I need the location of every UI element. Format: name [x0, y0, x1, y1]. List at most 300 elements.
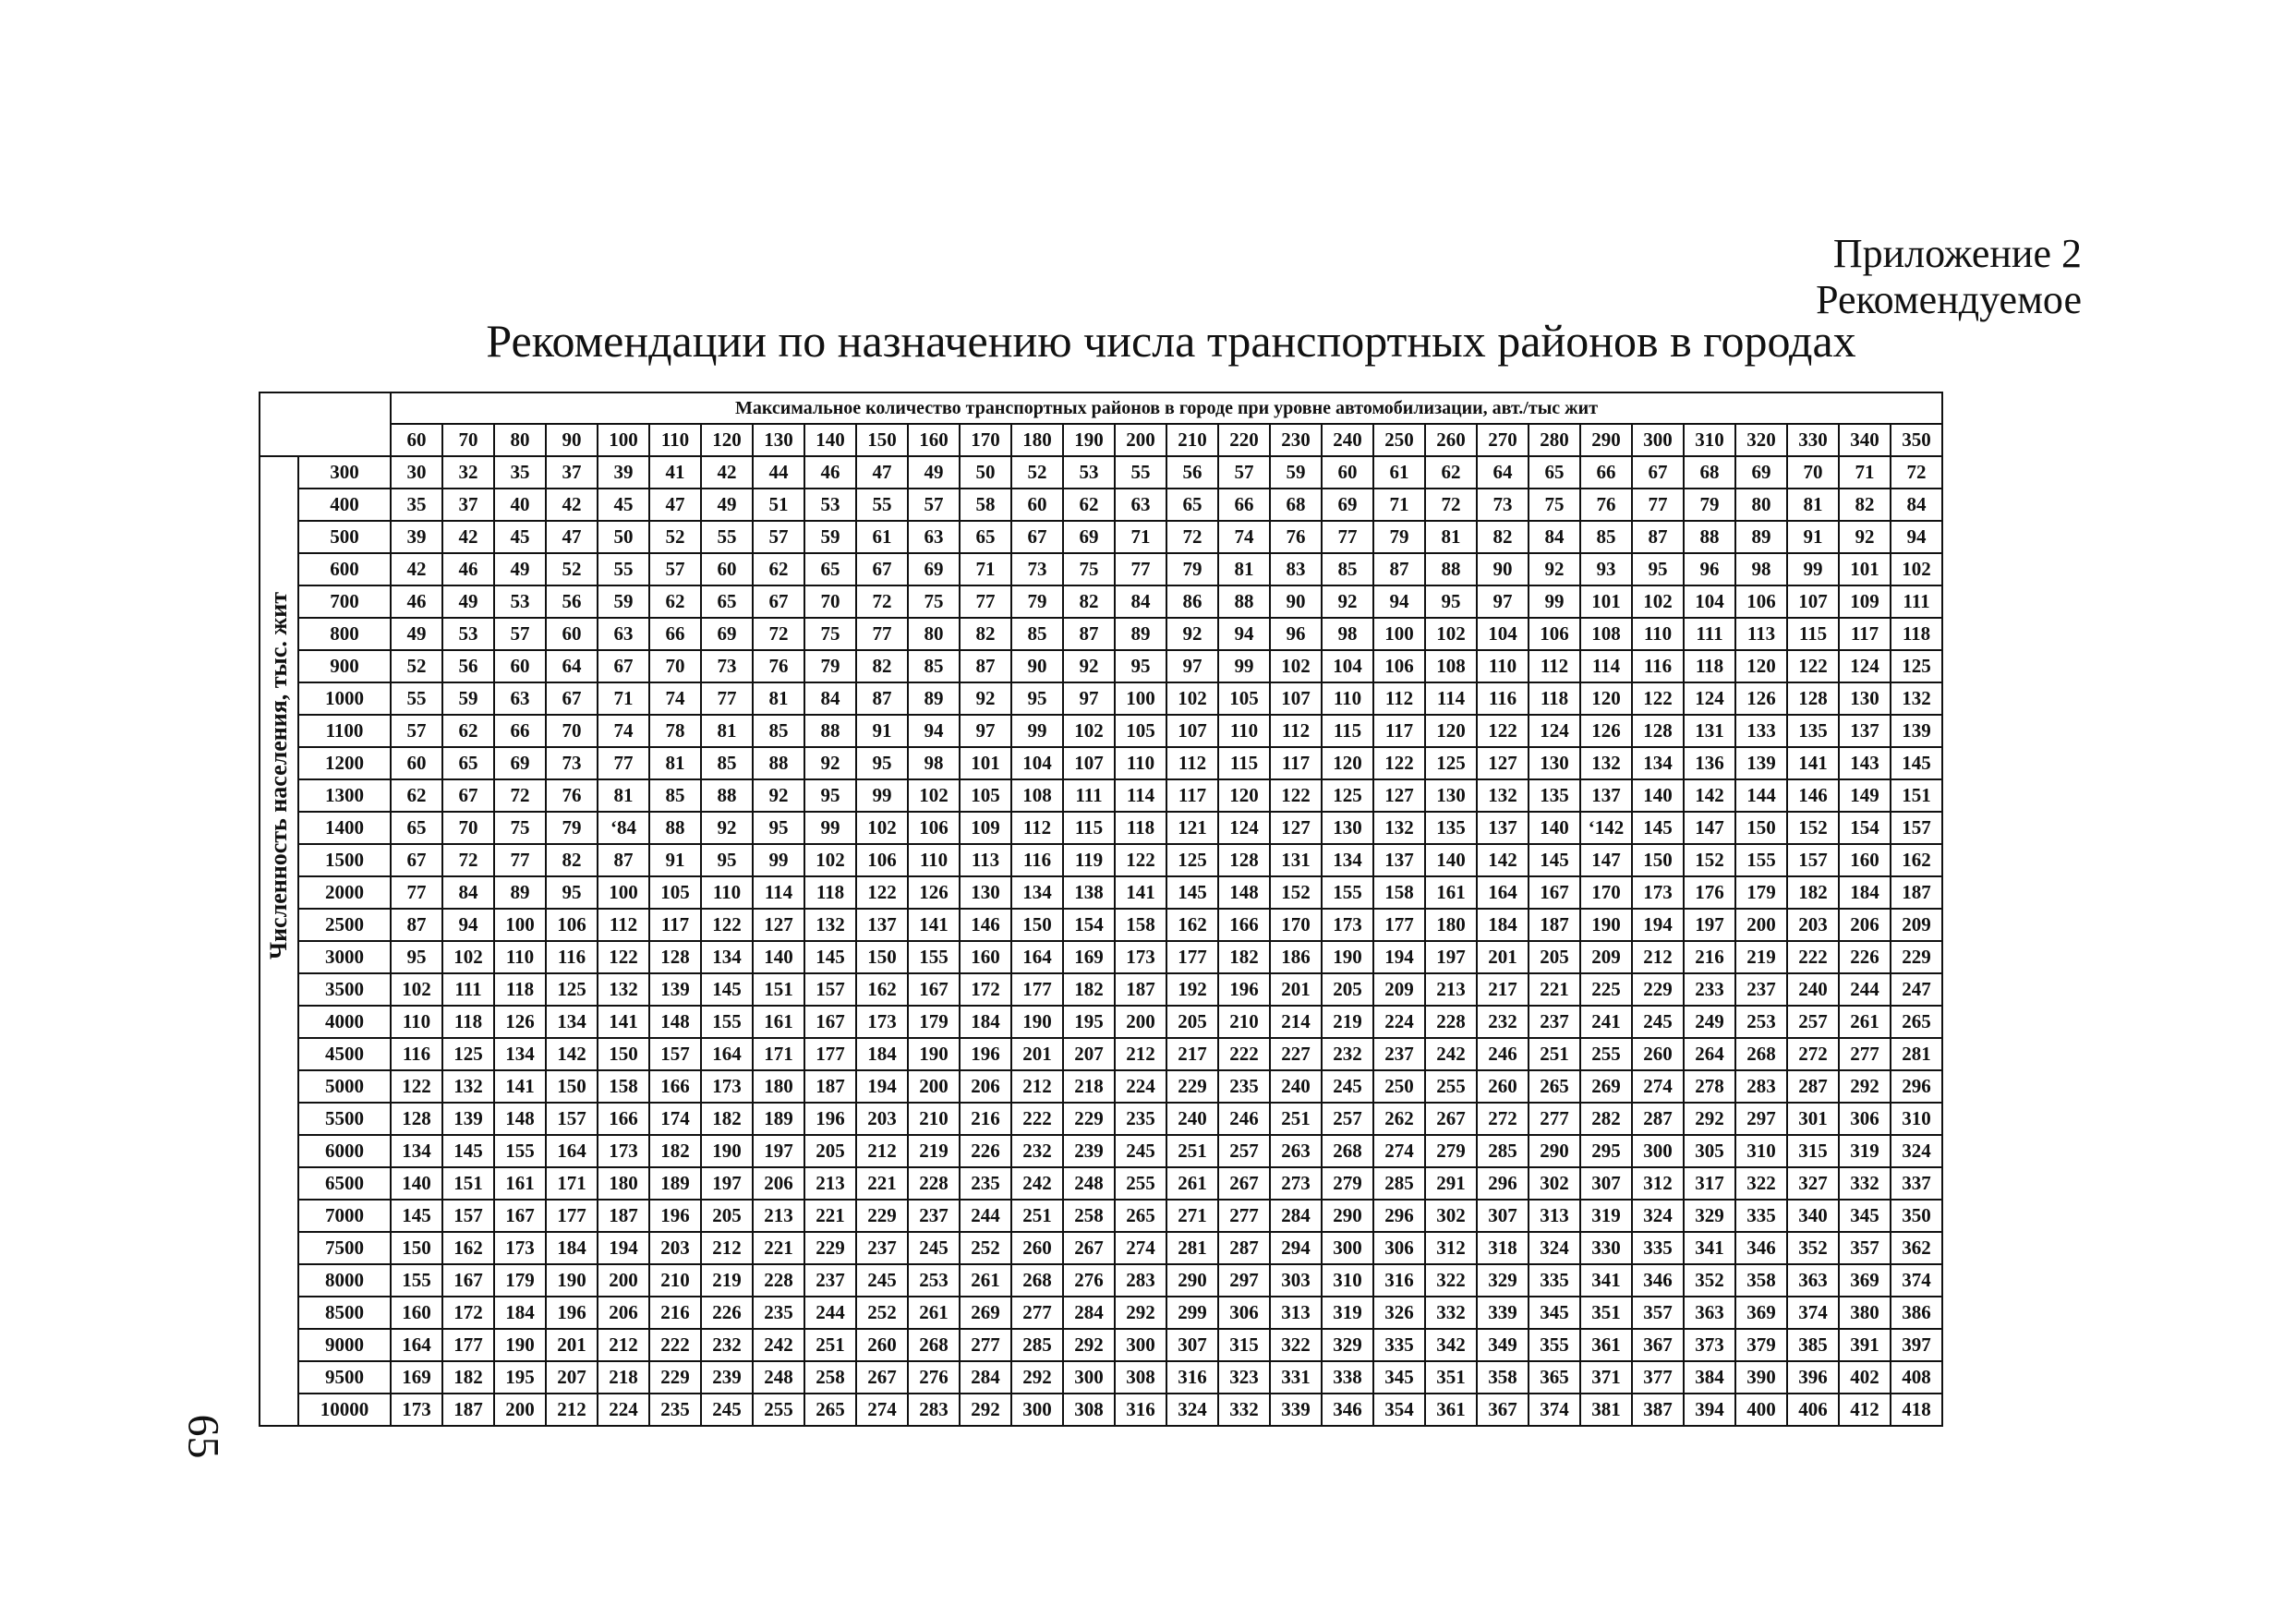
table-cell: 332: [1839, 1167, 1891, 1200]
column-super-header: Максимальное количество транспортных районов в городе при уровне автомобилизации, авт./тыс жит: [391, 392, 1942, 424]
table-cell: 65: [804, 553, 856, 585]
table-cell: 210: [908, 1103, 960, 1135]
table-row: [260, 585, 1942, 618]
table-cell: 127: [753, 909, 804, 941]
table-cell: 244: [960, 1200, 1011, 1232]
table-cell: 137: [1373, 844, 1425, 876]
table-cell: 128: [1787, 682, 1839, 715]
motorization-level-header: 330: [1787, 424, 1839, 456]
table-cell: 219: [701, 1264, 753, 1297]
table-cell: 98: [1322, 618, 1373, 650]
table-cell: 110: [701, 876, 753, 909]
table-cell: 151: [753, 973, 804, 1006]
table-cell: 213: [753, 1200, 804, 1232]
table-cell: 133: [1735, 715, 1787, 747]
table-cell: 222: [649, 1329, 701, 1361]
table-cell: 323: [1218, 1361, 1270, 1394]
table-cell: 110: [1477, 650, 1529, 682]
table-cell: 285: [1477, 1135, 1529, 1167]
table-cell: 90: [1270, 585, 1322, 618]
table-cell: 100: [598, 876, 649, 909]
table-cell: 190: [1011, 1006, 1063, 1038]
table-cell: 316: [1373, 1264, 1425, 1297]
table-cell: 224: [1115, 1070, 1166, 1103]
table-cell: 56: [546, 585, 598, 618]
population-cell: 1500: [298, 844, 391, 876]
table-cell: 56: [1166, 456, 1218, 489]
table-cell: 287: [1218, 1232, 1270, 1264]
table-cell: 104: [1684, 585, 1735, 618]
table-cell: 125: [546, 973, 598, 1006]
table-cell: 339: [1477, 1297, 1529, 1329]
table-cell: 167: [494, 1200, 546, 1232]
table-cell: 391: [1839, 1329, 1891, 1361]
motorization-level-header: 220: [1218, 424, 1270, 456]
table-cell: 57: [753, 521, 804, 553]
table-cell: 67: [546, 682, 598, 715]
table-cell: 206: [598, 1297, 649, 1329]
table-cell: 112: [1011, 812, 1063, 844]
table-row: [260, 682, 1942, 715]
table-cell: 190: [1322, 941, 1373, 973]
table-cell: 77: [1322, 521, 1373, 553]
table-cell: 180: [598, 1167, 649, 1200]
table-cell: 81: [1218, 553, 1270, 585]
table-row: [260, 747, 1942, 779]
table-cell: 380: [1839, 1297, 1891, 1329]
table-cell: 59: [1270, 456, 1322, 489]
table-cell: 232: [1322, 1038, 1373, 1070]
table-cell: 235: [753, 1297, 804, 1329]
table-cell: 73: [546, 747, 598, 779]
table-cell: 268: [1735, 1038, 1787, 1070]
table-cell: 150: [856, 941, 908, 973]
table-cell: 233: [1684, 973, 1735, 1006]
table-cell: 267: [1425, 1103, 1477, 1135]
table-cell: 182: [1218, 941, 1270, 973]
table-cell: 210: [1218, 1006, 1270, 1038]
table-cell: 274: [1115, 1232, 1166, 1264]
table-cell: 115: [1063, 812, 1115, 844]
table-cell: 83: [1270, 553, 1322, 585]
table-row: [260, 650, 1942, 682]
table-cell: 79: [804, 650, 856, 682]
table-cell: ‘142: [1580, 812, 1632, 844]
table-cell: 201: [1270, 973, 1322, 1006]
table-cell: 101: [960, 747, 1011, 779]
table-cell: 237: [1373, 1038, 1425, 1070]
table-cell: 42: [546, 489, 598, 521]
table-cell: 47: [649, 489, 701, 521]
table-cell: 237: [1529, 1006, 1580, 1038]
table-cell: 68: [1684, 456, 1735, 489]
table-cell: 203: [856, 1103, 908, 1135]
table-cell: 271: [1166, 1200, 1218, 1232]
table-cell: 196: [804, 1103, 856, 1135]
table-cell: 150: [598, 1038, 649, 1070]
table-cell: 60: [494, 650, 546, 682]
population-cell: 300: [298, 456, 391, 489]
table-cell: 212: [701, 1232, 753, 1264]
table-cell: 261: [960, 1264, 1011, 1297]
table-cell: 81: [1787, 489, 1839, 521]
table-cell: 173: [701, 1070, 753, 1103]
table-cell: 326: [1373, 1297, 1425, 1329]
table-cell: 246: [1218, 1103, 1270, 1135]
table-cell: 227: [1270, 1038, 1322, 1070]
table-cell: 267: [1218, 1167, 1270, 1200]
table-cell: 122: [1477, 715, 1529, 747]
table-row: [260, 1103, 1942, 1135]
table-cell: 200: [598, 1264, 649, 1297]
table-cell: 253: [908, 1264, 960, 1297]
table-cell: 117: [1839, 618, 1891, 650]
table-row: [260, 876, 1942, 909]
table-cell: 107: [1166, 715, 1218, 747]
table-cell: 221: [1529, 973, 1580, 1006]
table-cell: 154: [1839, 812, 1891, 844]
table-cell: 55: [598, 553, 649, 585]
table-cell: 146: [960, 909, 1011, 941]
population-cell: 600: [298, 553, 391, 585]
table-cell: 177: [1166, 941, 1218, 973]
table-cell: 257: [1322, 1103, 1373, 1135]
table-cell: 112: [1529, 650, 1580, 682]
table-cell: 150: [1632, 844, 1684, 876]
table-cell: 310: [1891, 1103, 1942, 1135]
table-cell: 335: [1373, 1329, 1425, 1361]
table-cell: 272: [1477, 1103, 1529, 1135]
table-cell: 132: [1580, 747, 1632, 779]
table-cell: 112: [1270, 715, 1322, 747]
motorization-level-header: 90: [546, 424, 598, 456]
population-cell: 6000: [298, 1135, 391, 1167]
table-cell: 99: [804, 812, 856, 844]
motorization-level-header: 230: [1270, 424, 1322, 456]
table-cell: 84: [804, 682, 856, 715]
table-cell: 102: [1270, 650, 1322, 682]
table-cell: 367: [1477, 1394, 1529, 1426]
table-cell: 250: [1373, 1070, 1425, 1103]
motorization-level-header: 260: [1425, 424, 1477, 456]
table-cell: 116: [546, 941, 598, 973]
table-cell: 303: [1270, 1264, 1322, 1297]
table-cell: 42: [391, 553, 442, 585]
population-cell: 1300: [298, 779, 391, 812]
table-cell: 116: [391, 1038, 442, 1070]
table-cell: 56: [442, 650, 494, 682]
table-cell: 180: [1425, 909, 1477, 941]
table-cell: 267: [856, 1361, 908, 1394]
table-cell: 157: [1787, 844, 1839, 876]
table-cell: 412: [1839, 1394, 1891, 1426]
motorization-level-header: 190: [1063, 424, 1115, 456]
table-cell: 138: [1063, 876, 1115, 909]
table-cell: 82: [856, 650, 908, 682]
table-cell: 134: [701, 941, 753, 973]
table-cell: 339: [1270, 1394, 1322, 1426]
table-cell: 346: [1735, 1232, 1787, 1264]
table-cell: 341: [1684, 1232, 1735, 1264]
table-cell: 134: [1632, 747, 1684, 779]
table-cell: 302: [1529, 1167, 1580, 1200]
table-cell: 172: [960, 973, 1011, 1006]
table-cell: 72: [1166, 521, 1218, 553]
table-cell: 120: [1580, 682, 1632, 715]
population-cell: 900: [298, 650, 391, 682]
table-cell: 155: [391, 1264, 442, 1297]
table-cell: 292: [1684, 1103, 1735, 1135]
table-cell: 327: [1787, 1167, 1839, 1200]
table-cell: 92: [1063, 650, 1115, 682]
table-cell: 219: [1735, 941, 1787, 973]
table-cell: 136: [1684, 747, 1735, 779]
population-cell: 5500: [298, 1103, 391, 1135]
population-cell: 10000: [298, 1394, 391, 1426]
motorization-level-header: 300: [1632, 424, 1684, 456]
table-cell: 173: [391, 1394, 442, 1426]
table-cell: 114: [753, 876, 804, 909]
table-cell: 340: [1787, 1200, 1839, 1232]
table-cell: 225: [1580, 973, 1632, 1006]
table-cell: 122: [1632, 682, 1684, 715]
motorization-level-header: 200: [1115, 424, 1166, 456]
table-cell: 355: [1529, 1329, 1580, 1361]
table-cell: 122: [1373, 747, 1425, 779]
table-cell: 357: [1632, 1297, 1684, 1329]
table-cell: 92: [1166, 618, 1218, 650]
table-cell: 137: [1839, 715, 1891, 747]
table-cell: 324: [1891, 1135, 1942, 1167]
table-cell: 79: [1011, 585, 1063, 618]
table-cell: 315: [1218, 1329, 1270, 1361]
table-cell: 69: [1735, 456, 1787, 489]
table-cell: 105: [1115, 715, 1166, 747]
table-cell: 85: [701, 747, 753, 779]
table-cell: 229: [1166, 1070, 1218, 1103]
table-cell: 276: [1063, 1264, 1115, 1297]
table-cell: 313: [1270, 1297, 1322, 1329]
table-cell: 100: [494, 909, 546, 941]
table-cell: 229: [649, 1361, 701, 1394]
table-cell: 157: [804, 973, 856, 1006]
table-cell: 53: [804, 489, 856, 521]
table-cell: 81: [753, 682, 804, 715]
table-cell: 260: [1011, 1232, 1063, 1264]
table-cell: 273: [1270, 1167, 1322, 1200]
table-cell: 99: [1218, 650, 1270, 682]
table-cell: 107: [1270, 682, 1322, 715]
table-cell: 218: [1063, 1070, 1115, 1103]
table-cell: 116: [1477, 682, 1529, 715]
table-cell: 102: [1632, 585, 1684, 618]
table-cell: 265: [1891, 1006, 1942, 1038]
table-cell: 52: [391, 650, 442, 682]
table-cell: 92: [1322, 585, 1373, 618]
table-cell: 69: [701, 618, 753, 650]
table-cell: 87: [1063, 618, 1115, 650]
table-cell: 335: [1735, 1200, 1787, 1232]
table-cell: 261: [1839, 1006, 1891, 1038]
table-cell: 94: [1891, 521, 1942, 553]
table-cell: 170: [1270, 909, 1322, 941]
table-cell: 126: [494, 1006, 546, 1038]
table-cell: 212: [1632, 941, 1684, 973]
table-cell: 281: [1891, 1038, 1942, 1070]
table-cell: 42: [701, 456, 753, 489]
table-cell: 226: [1839, 941, 1891, 973]
table-cell: 179: [908, 1006, 960, 1038]
table-cell: 218: [598, 1361, 649, 1394]
table-cell: 44: [753, 456, 804, 489]
table-cell: 222: [1011, 1103, 1063, 1135]
table-cell: 235: [649, 1394, 701, 1426]
table-cell: 277: [1529, 1103, 1580, 1135]
table-cell: 224: [598, 1394, 649, 1426]
table-cell: 67: [391, 844, 442, 876]
table-cell: 224: [1373, 1006, 1425, 1038]
table-cell: 251: [1166, 1135, 1218, 1167]
table-cell: 307: [1580, 1167, 1632, 1200]
table-cell: 95: [546, 876, 598, 909]
table-cell: 221: [753, 1232, 804, 1264]
table-cell: 114: [1115, 779, 1166, 812]
table-row: [260, 1167, 1942, 1200]
table-cell: 222: [1787, 941, 1839, 973]
table-cell: 140: [753, 941, 804, 973]
table-cell: 324: [1632, 1200, 1684, 1232]
table-cell: 120: [1735, 650, 1787, 682]
table-cell: 117: [1373, 715, 1425, 747]
table-cell: 141: [598, 1006, 649, 1038]
table-cell: 177: [546, 1200, 598, 1232]
table-cell: 85: [1011, 618, 1063, 650]
table-cell: 197: [753, 1135, 804, 1167]
table-cell: 100: [1373, 618, 1425, 650]
table-cell: 352: [1787, 1232, 1839, 1264]
table-cell: 118: [804, 876, 856, 909]
table-cell: 92: [1529, 553, 1580, 585]
table-cell: 81: [701, 715, 753, 747]
table-row: [260, 909, 1942, 941]
table-cell: 110: [1322, 682, 1373, 715]
table-cell: 164: [391, 1329, 442, 1361]
table-cell: 260: [856, 1329, 908, 1361]
table-cell: 35: [494, 456, 546, 489]
table-cell: 192: [1166, 973, 1218, 1006]
table-cell: 373: [1684, 1329, 1735, 1361]
table-cell: 290: [1322, 1200, 1373, 1232]
table-cell: 350: [1891, 1200, 1942, 1232]
table-cell: 108: [1580, 618, 1632, 650]
table-cell: 41: [649, 456, 701, 489]
table-cell: 285: [1373, 1167, 1425, 1200]
table-cell: ‘84: [598, 812, 649, 844]
table-cell: 247: [1891, 973, 1942, 1006]
table-cell: 190: [494, 1329, 546, 1361]
table-cell: 127: [1270, 812, 1322, 844]
table-cell: 125: [1322, 779, 1373, 812]
table-cell: 39: [598, 456, 649, 489]
table-cell: 173: [494, 1232, 546, 1264]
table-cell: 203: [649, 1232, 701, 1264]
table-cell: 70: [649, 650, 701, 682]
table-cell: 162: [442, 1232, 494, 1264]
table-cell: 131: [1270, 844, 1322, 876]
table-cell: 131: [1684, 715, 1735, 747]
table-cell: 173: [1632, 876, 1684, 909]
table-cell: 82: [546, 844, 598, 876]
table-cell: 73: [701, 650, 753, 682]
table-cell: 141: [1115, 876, 1166, 909]
table-cell: 77: [494, 844, 546, 876]
motorization-level-header: 60: [391, 424, 442, 456]
table-cell: 72: [1425, 489, 1477, 521]
table-cell: 57: [649, 553, 701, 585]
table-cell: 117: [1270, 747, 1322, 779]
table-cell: 268: [908, 1329, 960, 1361]
table-cell: 124: [1839, 650, 1891, 682]
table-cell: 65: [701, 585, 753, 618]
table-cell: 245: [1322, 1070, 1373, 1103]
table-cell: 179: [494, 1264, 546, 1297]
table-cell: 120: [1218, 779, 1270, 812]
table-cell: 245: [856, 1264, 908, 1297]
motorization-level-header: 340: [1839, 424, 1891, 456]
table-cell: 59: [804, 521, 856, 553]
table-cell: 182: [1787, 876, 1839, 909]
table-cell: 132: [1891, 682, 1942, 715]
table-cell: 319: [1580, 1200, 1632, 1232]
table-cell: 274: [856, 1394, 908, 1426]
table-cell: 206: [753, 1167, 804, 1200]
table-cell: 212: [598, 1329, 649, 1361]
table-cell: 134: [1322, 844, 1373, 876]
table-cell: 118: [1529, 682, 1580, 715]
table-cell: 73: [1011, 553, 1063, 585]
table-cell: 277: [1218, 1200, 1270, 1232]
table-row: [260, 844, 1942, 876]
table-cell: 124: [1529, 715, 1580, 747]
table-cell: 104: [1477, 618, 1529, 650]
table-row: [260, 1070, 1942, 1103]
table-cell: 132: [442, 1070, 494, 1103]
table-cell: 145: [1166, 876, 1218, 909]
table-cell: 269: [1580, 1070, 1632, 1103]
table-cell: 72: [753, 618, 804, 650]
table-cell: 81: [1425, 521, 1477, 553]
table-cell: 384: [1684, 1361, 1735, 1394]
population-cell: 1000: [298, 682, 391, 715]
table-corner-cell: [260, 392, 391, 456]
table-row: [260, 456, 1942, 489]
table-cell: 102: [1166, 682, 1218, 715]
motorization-level-header: 320: [1735, 424, 1787, 456]
table-cell: 130: [1425, 779, 1477, 812]
table-cell: 62: [649, 585, 701, 618]
population-cell: 4000: [298, 1006, 391, 1038]
table-cell: 110: [1218, 715, 1270, 747]
table-cell: 62: [753, 553, 804, 585]
appendix-number: Приложение 2: [1832, 231, 2082, 276]
table-cell: 74: [1218, 521, 1270, 553]
table-cell: 53: [442, 618, 494, 650]
table-cell: 272: [1787, 1038, 1839, 1070]
table-cell: 63: [494, 682, 546, 715]
table-cell: 263: [1270, 1135, 1322, 1167]
table-cell: 258: [1063, 1200, 1115, 1232]
table-cell: 217: [1477, 973, 1529, 1006]
